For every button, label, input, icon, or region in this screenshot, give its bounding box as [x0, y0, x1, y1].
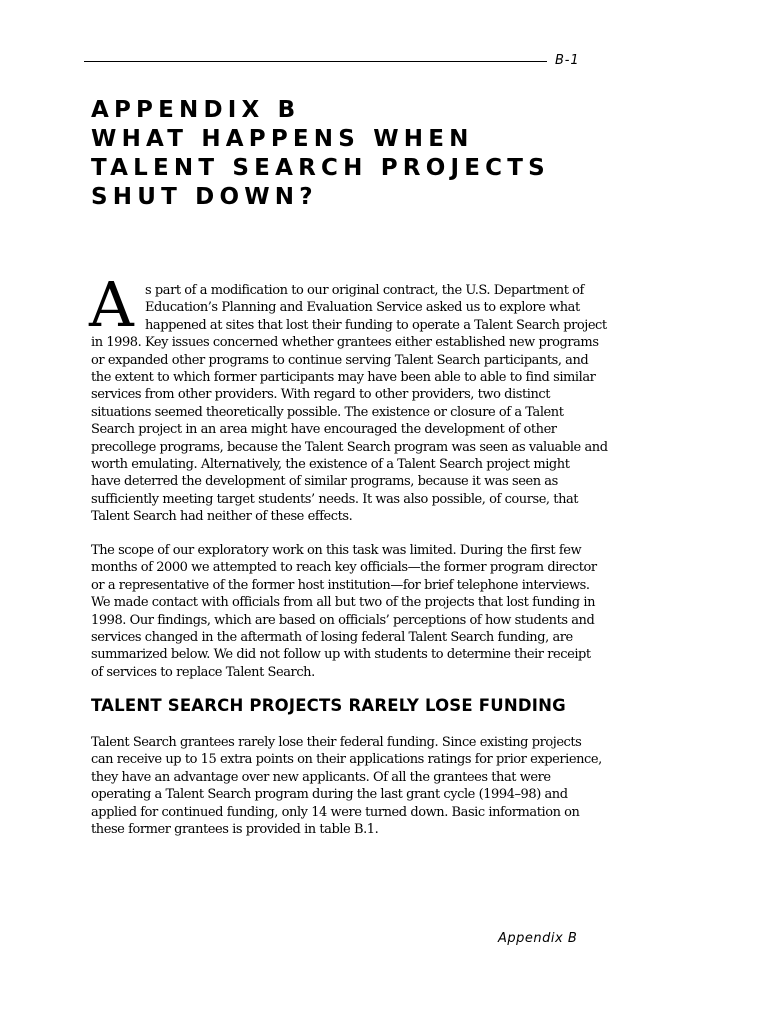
- text-line: worth emulating. Alternatively, the existence of a Talent Search project might: [91, 457, 570, 473]
- text-line: sufficiently meeting target students’ needs. It was also possible, of course, that: [91, 491, 579, 507]
- section-heading: TALENT SEARCH PROJECTS RARELY LOSE FUNDING: [91, 696, 566, 715]
- text-line: months of 2000 we attempted to reach key officials—the former program director: [91, 560, 597, 576]
- text-line: 1998. Our findings, which are based on officials’ perceptions of how students and: [91, 612, 595, 628]
- paragraph-funding: [91, 734, 602, 838]
- title-line: WHAT HAPPENS WHEN: [91, 126, 474, 152]
- text-line: applied for continued funding, only 14 were turned down. Basic information on: [91, 804, 580, 820]
- paragraph-scope: [91, 542, 597, 681]
- text-line: Talent Search had neither of these effects.: [91, 509, 353, 525]
- text-line: Talent Search grantees rarely lose their federal funding. Since existing projects: [91, 735, 582, 750]
- text-line: these former grantees is provided in table B.1.: [91, 822, 379, 838]
- text-line: operating a Talent Search program during the last grant cycle (1994–98) and: [91, 787, 568, 803]
- drop-cap: A: [89, 268, 134, 341]
- footer-label: Appendix B: [498, 931, 578, 946]
- text-line: Education’s Planning and Evaluation Service asked us to explore what: [145, 300, 580, 316]
- text-line: The scope of our exploratory work on this task was limited. During the first few: [91, 543, 582, 558]
- header-rule: [84, 61, 547, 62]
- text-line: happened at sites that lost their funding to operate a Talent Search project: [145, 317, 607, 333]
- title-line: TALENT SEARCH PROJECTS: [91, 155, 550, 181]
- text-line: the extent to which former participants may have been able to able to find similar: [91, 370, 596, 386]
- page-number: B-1: [555, 53, 580, 68]
- text-line: s part of a modification to our original contract, the U.S. Department of: [145, 283, 584, 298]
- text-line: precollege programs, because the Talent Search program was seen as valuable and: [91, 439, 608, 455]
- text-line: in 1998. Key issues concerned whether grantees either established new programs: [91, 335, 599, 351]
- appendix-title: [91, 96, 731, 212]
- text-line: of services to replace Talent Search.: [91, 664, 315, 680]
- text-line: or expanded other programs to continue serving Talent Search participants, and: [91, 352, 589, 368]
- text-line: We made contact with officials from all but two of the projects that lost funding in: [91, 595, 595, 611]
- text-line: services changed in the aftermath of losing federal Talent Search funding, are: [91, 630, 573, 646]
- text-line: summarized below. We did not follow up with students to determine their receipt: [91, 647, 591, 663]
- title-line: SHUT DOWN?: [91, 184, 318, 210]
- text-line: have deterred the development of similar programs, because it was seen as: [91, 474, 558, 490]
- text-line: services from other providers. With regard to other providers, two distinct: [91, 387, 550, 403]
- text-line: can receive up to 15 extra points on their applications ratings for prior experience,: [91, 752, 602, 768]
- text-line: or a representative of the former host institution—for brief telephone interviews.: [91, 577, 590, 593]
- text-line: they have an advantage over new applicants. Of all the grantees that were: [91, 769, 551, 785]
- text-line: Search project in an area might have encouraged the development of other: [91, 422, 557, 438]
- title-line: APPENDIX B: [91, 97, 301, 123]
- text-line: situations seemed theoretically possible. The existence or closure of a Talent: [91, 404, 564, 420]
- paragraph-intro: [91, 282, 608, 526]
